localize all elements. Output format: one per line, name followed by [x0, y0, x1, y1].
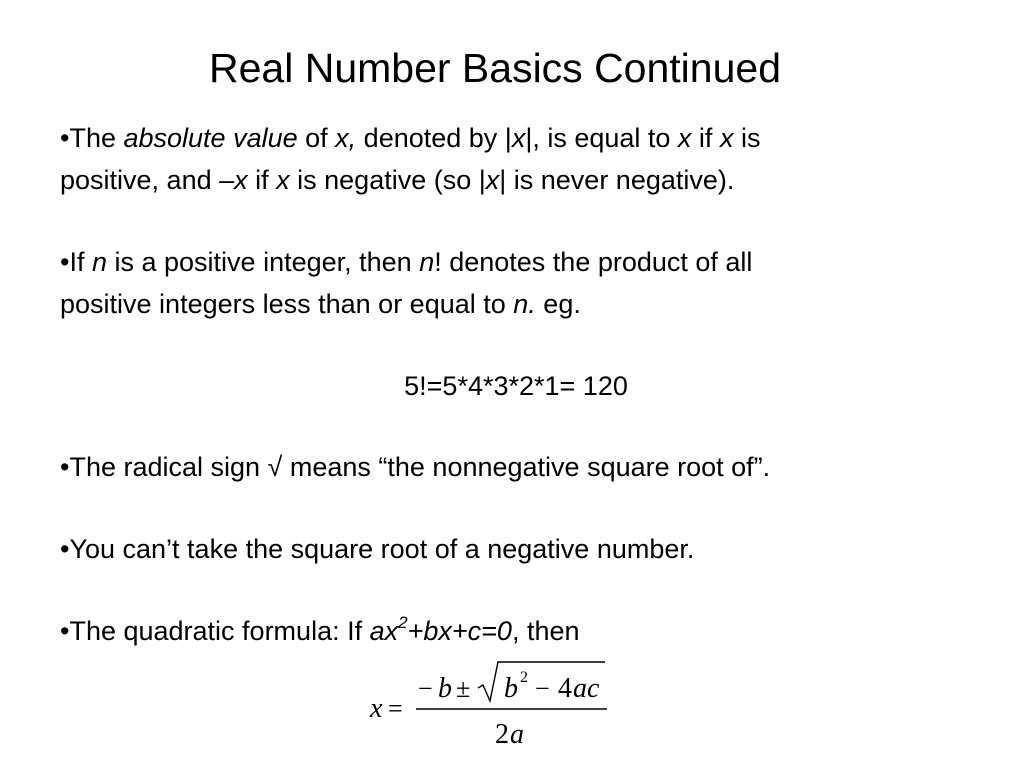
formula-plus-minus: ± [456, 674, 471, 703]
formula-minus-2: − [535, 674, 550, 703]
bullet-quadratic-formula: •The quadratic formula: If $ax^2+bx+c=0$, then [60, 613, 580, 646]
bullet-absolute-value: •The absolute value of x, denoted by |x|, is equal to x if x is positive, and –x if x is negative (so |x| is never negative). [60, 123, 761, 195]
formula-b-squared: b [504, 673, 518, 704]
bullet-square-root-negative: •You can’t take the square root of a negative number. [60, 534, 695, 564]
formula-minus: − [418, 674, 433, 703]
bullet-radical: •The radical sign √ means “the nonnegative square root of”. [60, 452, 771, 482]
formula-x: x [370, 693, 383, 724]
formula-denominator-2: 2 [495, 719, 509, 750]
term-absolute-value: absolute value [123, 123, 298, 153]
bullet-factorial: •If n is a positive integer, then n! denotes the product of all positive integers less than or equal to n. eg. [60, 247, 753, 319]
formula-b: b [438, 673, 452, 704]
slide-title: Real Number Basics Continued [209, 45, 781, 91]
formula-four: 4 [558, 673, 572, 704]
formula-denominator-a: a [510, 719, 524, 750]
formula-equals: = [388, 694, 403, 723]
factorial-example: 5!=5*4*3*2*1= 120 [404, 371, 628, 401]
formula-exponent: 2 [520, 669, 528, 686]
formula-ac: ac [573, 673, 600, 704]
quadratic-formula [368, 656, 618, 756]
